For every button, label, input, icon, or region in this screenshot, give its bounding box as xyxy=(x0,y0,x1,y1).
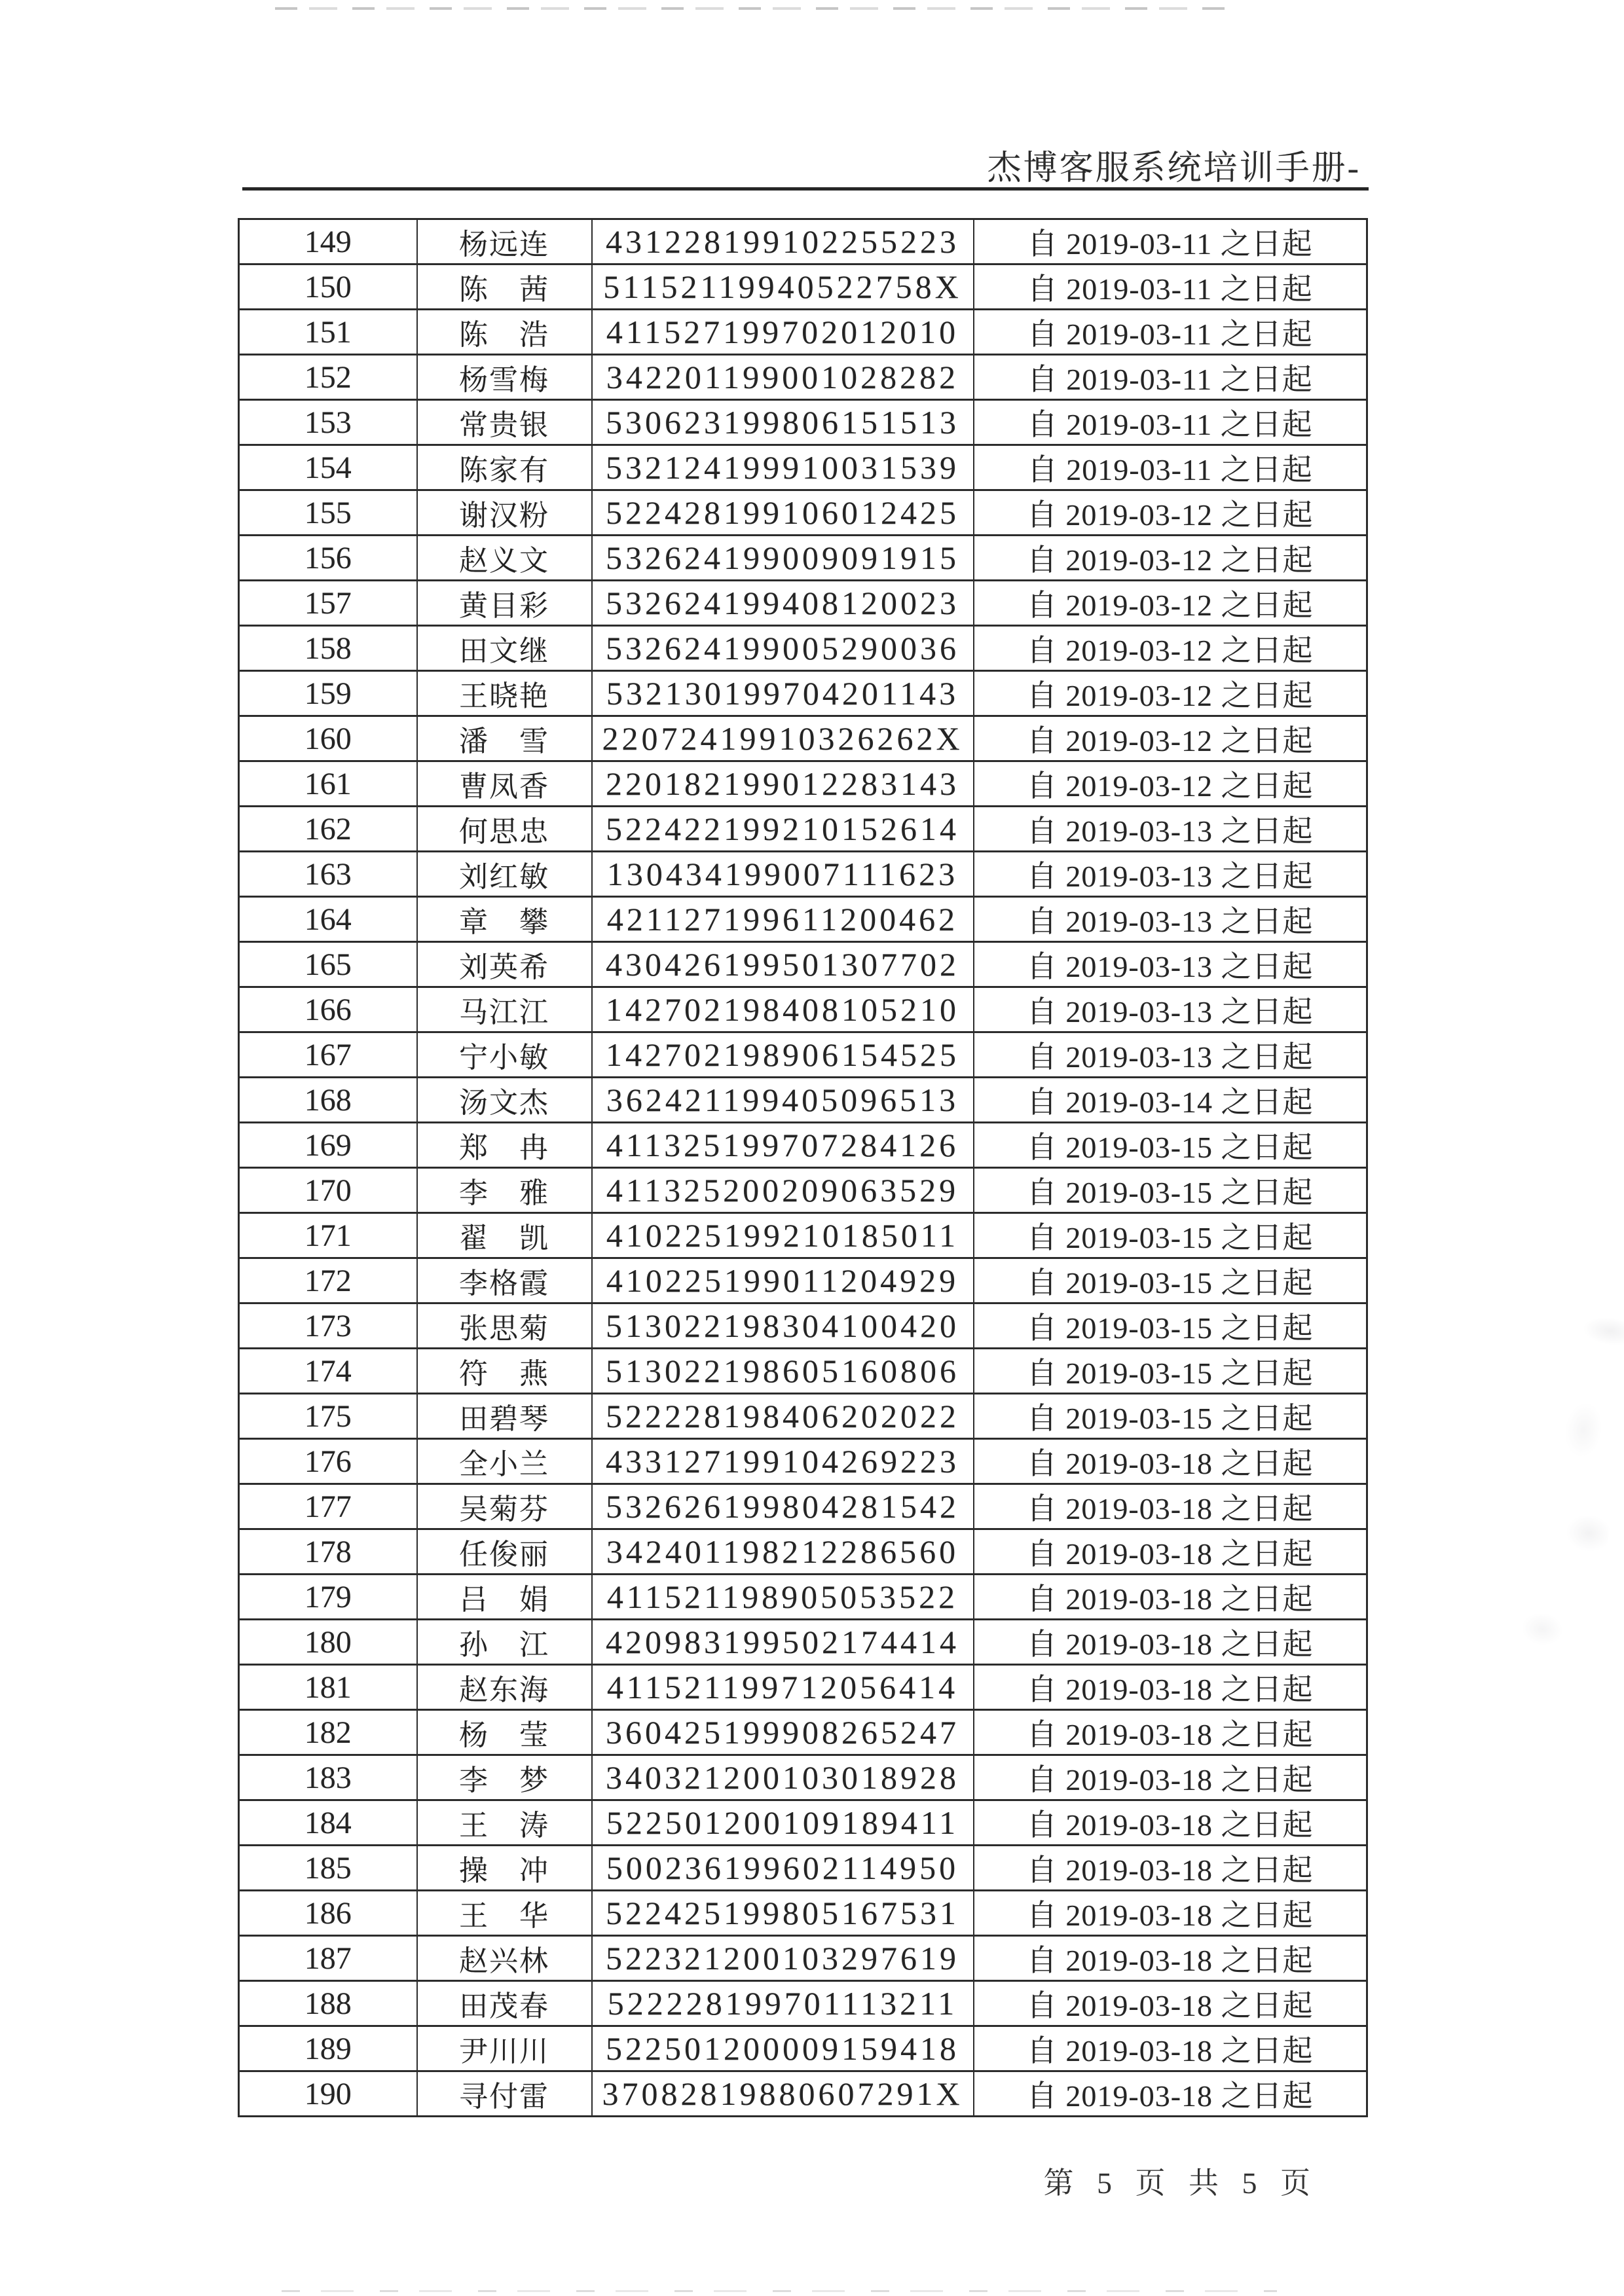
page-number-footer: 第 5 页 共 5 页 xyxy=(1043,2166,1313,2200)
start-date-cell: 自 2019-03-15 之日起 xyxy=(974,1213,1367,1258)
name-cell: 谢汉粉 xyxy=(417,490,592,536)
row-number-cell: 155 xyxy=(239,490,417,536)
id-number-cell: 522501200009159418 xyxy=(592,2026,974,2071)
roster-table-body xyxy=(239,219,1367,2117)
start-date-cell: 自 2019-03-11 之日起 xyxy=(974,445,1367,490)
table-row xyxy=(239,1032,1367,1078)
name-cell: 赵东海 xyxy=(417,1665,592,1710)
table-row xyxy=(239,1349,1367,1394)
table-row xyxy=(239,1123,1367,1168)
id-number-cell: 362421199405096513 xyxy=(592,1078,974,1123)
id-number-cell: 513022198304100420 xyxy=(592,1303,974,1349)
start-date-cell: 自 2019-03-18 之日起 xyxy=(974,2071,1367,2117)
start-date-cell: 自 2019-03-12 之日起 xyxy=(974,490,1367,536)
name-cell: 操 冲 xyxy=(417,1846,592,1891)
table-row xyxy=(239,1936,1367,1981)
table-row xyxy=(239,807,1367,852)
faint-scan-smudge xyxy=(1459,1256,1624,1677)
id-number-cell: 410225199210185011 xyxy=(592,1213,974,1258)
start-date-cell: 自 2019-03-11 之日起 xyxy=(974,400,1367,445)
start-date-cell: 自 2019-03-11 之日起 xyxy=(974,310,1367,355)
id-number-cell: 360425199908265247 xyxy=(592,1710,974,1755)
name-cell: 潘 雪 xyxy=(417,716,592,761)
name-cell: 吕 娟 xyxy=(417,1575,592,1620)
name-cell: 陈家有 xyxy=(417,445,592,490)
name-cell: 田碧琴 xyxy=(417,1394,592,1439)
row-number-cell: 156 xyxy=(239,536,417,581)
name-cell: 陈 茜 xyxy=(417,264,592,310)
name-cell: 李 雅 xyxy=(417,1168,592,1213)
start-date-cell: 自 2019-03-12 之日起 xyxy=(974,671,1367,716)
row-number-cell: 176 xyxy=(239,1439,417,1484)
name-cell: 宁小敏 xyxy=(417,1032,592,1078)
name-cell: 曹凤香 xyxy=(417,761,592,807)
row-number-cell: 171 xyxy=(239,1213,417,1258)
id-number-cell: 411527199702012010 xyxy=(592,310,974,355)
table-row xyxy=(239,1755,1367,1800)
id-number-cell: 421127199611200462 xyxy=(592,897,974,942)
row-number-cell: 170 xyxy=(239,1168,417,1213)
start-date-cell: 自 2019-03-18 之日起 xyxy=(974,1710,1367,1755)
start-date-cell: 自 2019-03-13 之日起 xyxy=(974,897,1367,942)
name-cell: 汤文杰 xyxy=(417,1078,592,1123)
name-cell: 任俊丽 xyxy=(417,1529,592,1575)
id-number-cell: 411521198905053522 xyxy=(592,1575,974,1620)
table-row xyxy=(239,897,1367,942)
table-row xyxy=(239,1529,1367,1575)
name-cell: 马江江 xyxy=(417,987,592,1032)
start-date-cell: 自 2019-03-18 之日起 xyxy=(974,1755,1367,1800)
name-cell: 吴菊芬 xyxy=(417,1484,592,1529)
id-number-cell: 130434199007111623 xyxy=(592,852,974,897)
row-number-cell: 173 xyxy=(239,1303,417,1349)
table-row xyxy=(239,2026,1367,2071)
table-row xyxy=(239,1981,1367,2026)
row-number-cell: 164 xyxy=(239,897,417,942)
row-number-cell: 161 xyxy=(239,761,417,807)
table-row xyxy=(239,536,1367,581)
row-number-cell: 190 xyxy=(239,2071,417,2117)
name-cell: 王 华 xyxy=(417,1891,592,1936)
id-number-cell: 410225199011204929 xyxy=(592,1258,974,1303)
row-number-cell: 151 xyxy=(239,310,417,355)
row-number-cell: 172 xyxy=(239,1258,417,1303)
row-number-cell: 169 xyxy=(239,1123,417,1168)
table-row xyxy=(239,310,1367,355)
name-cell: 章 攀 xyxy=(417,897,592,942)
id-number-cell: 411325200209063529 xyxy=(592,1168,974,1213)
id-number-cell: 522228198406202022 xyxy=(592,1394,974,1439)
start-date-cell: 自 2019-03-18 之日起 xyxy=(974,1891,1367,1936)
row-number-cell: 179 xyxy=(239,1575,417,1620)
start-date-cell: 自 2019-03-15 之日起 xyxy=(974,1303,1367,1349)
row-number-cell: 185 xyxy=(239,1846,417,1891)
name-cell: 全小兰 xyxy=(417,1439,592,1484)
table-row xyxy=(239,1078,1367,1123)
name-cell: 王晓艳 xyxy=(417,671,592,716)
name-cell: 寻付雷 xyxy=(417,2071,592,2117)
row-number-cell: 178 xyxy=(239,1529,417,1575)
table-row xyxy=(239,1213,1367,1258)
id-number-cell: 522428199106012425 xyxy=(592,490,974,536)
id-number-cell: 430426199501307702 xyxy=(592,942,974,987)
start-date-cell: 自 2019-03-18 之日起 xyxy=(974,1846,1367,1891)
row-number-cell: 153 xyxy=(239,400,417,445)
name-cell: 刘红敏 xyxy=(417,852,592,897)
start-date-cell: 自 2019-03-13 之日起 xyxy=(974,852,1367,897)
start-date-cell: 自 2019-03-11 之日起 xyxy=(974,264,1367,310)
id-number-cell: 513022198605160806 xyxy=(592,1349,974,1394)
row-number-cell: 162 xyxy=(239,807,417,852)
name-cell: 孙 江 xyxy=(417,1620,592,1665)
start-date-cell: 自 2019-03-12 之日起 xyxy=(974,626,1367,671)
start-date-cell: 自 2019-03-15 之日起 xyxy=(974,1349,1367,1394)
name-cell: 符 燕 xyxy=(417,1349,592,1394)
row-number-cell: 165 xyxy=(239,942,417,987)
id-number-cell: 522422199210152614 xyxy=(592,807,974,852)
start-date-cell: 自 2019-03-18 之日起 xyxy=(974,1529,1367,1575)
start-date-cell: 自 2019-03-18 之日起 xyxy=(974,1439,1367,1484)
id-number-cell: 530623199806151513 xyxy=(592,400,974,445)
row-number-cell: 189 xyxy=(239,2026,417,2071)
table-row xyxy=(239,1620,1367,1665)
name-cell: 田茂春 xyxy=(417,1981,592,2026)
table-row xyxy=(239,942,1367,987)
id-number-cell: 431228199102255223 xyxy=(592,219,974,264)
id-number-cell: 500236199602114950 xyxy=(592,1846,974,1891)
id-number-cell: 522228199701113211 xyxy=(592,1981,974,2026)
id-number-cell: 142702198906154525 xyxy=(592,1032,974,1078)
id-number-cell: 51152119940522758X xyxy=(592,264,974,310)
name-cell: 杨远连 xyxy=(417,219,592,264)
name-cell: 李 梦 xyxy=(417,1755,592,1800)
row-number-cell: 160 xyxy=(239,716,417,761)
id-number-cell: 522501200109189411 xyxy=(592,1800,974,1846)
table-row xyxy=(239,716,1367,761)
table-row xyxy=(239,761,1367,807)
table-row xyxy=(239,1846,1367,1891)
start-date-cell: 自 2019-03-18 之日起 xyxy=(974,1484,1367,1529)
name-cell: 田文继 xyxy=(417,626,592,671)
scan-artifact-top xyxy=(275,7,1225,10)
document-header-title: 杰博客服系统培训手册- xyxy=(987,150,1361,187)
start-date-cell: 自 2019-03-18 之日起 xyxy=(974,1936,1367,1981)
name-cell: 翟 凯 xyxy=(417,1213,592,1258)
name-cell: 刘英希 xyxy=(417,942,592,987)
table-row xyxy=(239,445,1367,490)
start-date-cell: 自 2019-03-13 之日起 xyxy=(974,807,1367,852)
row-number-cell: 174 xyxy=(239,1349,417,1394)
start-date-cell: 自 2019-03-15 之日起 xyxy=(974,1394,1367,1439)
row-number-cell: 183 xyxy=(239,1755,417,1800)
start-date-cell: 自 2019-03-18 之日起 xyxy=(974,1620,1367,1665)
id-number-cell: 532624199005290036 xyxy=(592,626,974,671)
start-date-cell: 自 2019-03-13 之日起 xyxy=(974,987,1367,1032)
roster-table xyxy=(238,218,1368,2117)
row-number-cell: 167 xyxy=(239,1032,417,1078)
name-cell: 杨 莹 xyxy=(417,1710,592,1755)
id-number-cell: 433127199104269223 xyxy=(592,1439,974,1484)
table-row xyxy=(239,1439,1367,1484)
id-number-cell: 532130199704201143 xyxy=(592,671,974,716)
name-cell: 赵义文 xyxy=(417,536,592,581)
table-row xyxy=(239,1710,1367,1755)
id-number-cell: 532626199804281542 xyxy=(592,1484,974,1529)
row-number-cell: 163 xyxy=(239,852,417,897)
row-number-cell: 187 xyxy=(239,1936,417,1981)
row-number-cell: 182 xyxy=(239,1710,417,1755)
id-number-cell: 22072419910326262X xyxy=(592,716,974,761)
row-number-cell: 175 xyxy=(239,1394,417,1439)
name-cell: 赵兴林 xyxy=(417,1936,592,1981)
id-number-cell: 411521199712056414 xyxy=(592,1665,974,1710)
row-number-cell: 159 xyxy=(239,671,417,716)
table-row xyxy=(239,1303,1367,1349)
id-number-cell: 220182199012283143 xyxy=(592,761,974,807)
row-number-cell: 184 xyxy=(239,1800,417,1846)
row-number-cell: 188 xyxy=(239,1981,417,2026)
id-number-cell: 142702198408105210 xyxy=(592,987,974,1032)
name-cell: 常贵银 xyxy=(417,400,592,445)
id-number-cell: 532624199408120023 xyxy=(592,581,974,626)
start-date-cell: 自 2019-03-18 之日起 xyxy=(974,1665,1367,1710)
table-row xyxy=(239,671,1367,716)
row-number-cell: 177 xyxy=(239,1484,417,1529)
row-number-cell: 154 xyxy=(239,445,417,490)
row-number-cell: 157 xyxy=(239,581,417,626)
start-date-cell: 自 2019-03-12 之日起 xyxy=(974,581,1367,626)
id-number-cell: 522321200103297619 xyxy=(592,1936,974,1981)
start-date-cell: 自 2019-03-12 之日起 xyxy=(974,536,1367,581)
header-rule xyxy=(242,187,1369,191)
start-date-cell: 自 2019-03-11 之日起 xyxy=(974,219,1367,264)
start-date-cell: 自 2019-03-18 之日起 xyxy=(974,1981,1367,2026)
table-row xyxy=(239,355,1367,400)
start-date-cell: 自 2019-03-13 之日起 xyxy=(974,1032,1367,1078)
name-cell: 张思菊 xyxy=(417,1303,592,1349)
row-number-cell: 152 xyxy=(239,355,417,400)
table-row xyxy=(239,1800,1367,1846)
table-row xyxy=(239,2071,1367,2117)
table-row xyxy=(239,490,1367,536)
row-number-cell: 168 xyxy=(239,1078,417,1123)
start-date-cell: 自 2019-03-18 之日起 xyxy=(974,1800,1367,1846)
id-number-cell: 532124199910031539 xyxy=(592,445,974,490)
table-row xyxy=(239,581,1367,626)
table-row xyxy=(239,219,1367,264)
table-row xyxy=(239,400,1367,445)
id-number-cell: 37082819880607291X xyxy=(592,2071,974,2117)
row-number-cell: 180 xyxy=(239,1620,417,1665)
table-row xyxy=(239,1394,1367,1439)
row-number-cell: 150 xyxy=(239,264,417,310)
table-row xyxy=(239,1891,1367,1936)
start-date-cell: 自 2019-03-15 之日起 xyxy=(974,1258,1367,1303)
id-number-cell: 420983199502174414 xyxy=(592,1620,974,1665)
start-date-cell: 自 2019-03-15 之日起 xyxy=(974,1168,1367,1213)
table-row xyxy=(239,1168,1367,1213)
row-number-cell: 166 xyxy=(239,987,417,1032)
row-number-cell: 149 xyxy=(239,219,417,264)
name-cell: 王 涛 xyxy=(417,1800,592,1846)
table-row xyxy=(239,264,1367,310)
start-date-cell: 自 2019-03-18 之日起 xyxy=(974,1575,1367,1620)
table-row xyxy=(239,626,1367,671)
name-cell: 黄目彩 xyxy=(417,581,592,626)
start-date-cell: 自 2019-03-12 之日起 xyxy=(974,716,1367,761)
start-date-cell: 自 2019-03-18 之日起 xyxy=(974,2026,1367,2071)
row-number-cell: 181 xyxy=(239,1665,417,1710)
table-row xyxy=(239,1575,1367,1620)
scan-artifact-bottom xyxy=(282,2290,1277,2292)
name-cell: 李格霞 xyxy=(417,1258,592,1303)
table-row xyxy=(239,1258,1367,1303)
start-date-cell: 自 2019-03-13 之日起 xyxy=(974,942,1367,987)
row-number-cell: 186 xyxy=(239,1891,417,1936)
start-date-cell: 自 2019-03-12 之日起 xyxy=(974,761,1367,807)
row-number-cell: 158 xyxy=(239,626,417,671)
table-row xyxy=(239,1665,1367,1710)
id-number-cell: 342201199001028282 xyxy=(592,355,974,400)
name-cell: 郑 冉 xyxy=(417,1123,592,1168)
start-date-cell: 自 2019-03-14 之日起 xyxy=(974,1078,1367,1123)
table-row xyxy=(239,987,1367,1032)
name-cell: 何思忠 xyxy=(417,807,592,852)
table-row xyxy=(239,852,1367,897)
id-number-cell: 411325199707284126 xyxy=(592,1123,974,1168)
start-date-cell: 自 2019-03-15 之日起 xyxy=(974,1123,1367,1168)
id-number-cell: 342401198212286560 xyxy=(592,1529,974,1575)
id-number-cell: 532624199009091915 xyxy=(592,536,974,581)
start-date-cell: 自 2019-03-11 之日起 xyxy=(974,355,1367,400)
id-number-cell: 522425199805167531 xyxy=(592,1891,974,1936)
name-cell: 陈 浩 xyxy=(417,310,592,355)
table-row xyxy=(239,1484,1367,1529)
name-cell: 杨雪梅 xyxy=(417,355,592,400)
name-cell: 尹川川 xyxy=(417,2026,592,2071)
id-number-cell: 340321200103018928 xyxy=(592,1755,974,1800)
